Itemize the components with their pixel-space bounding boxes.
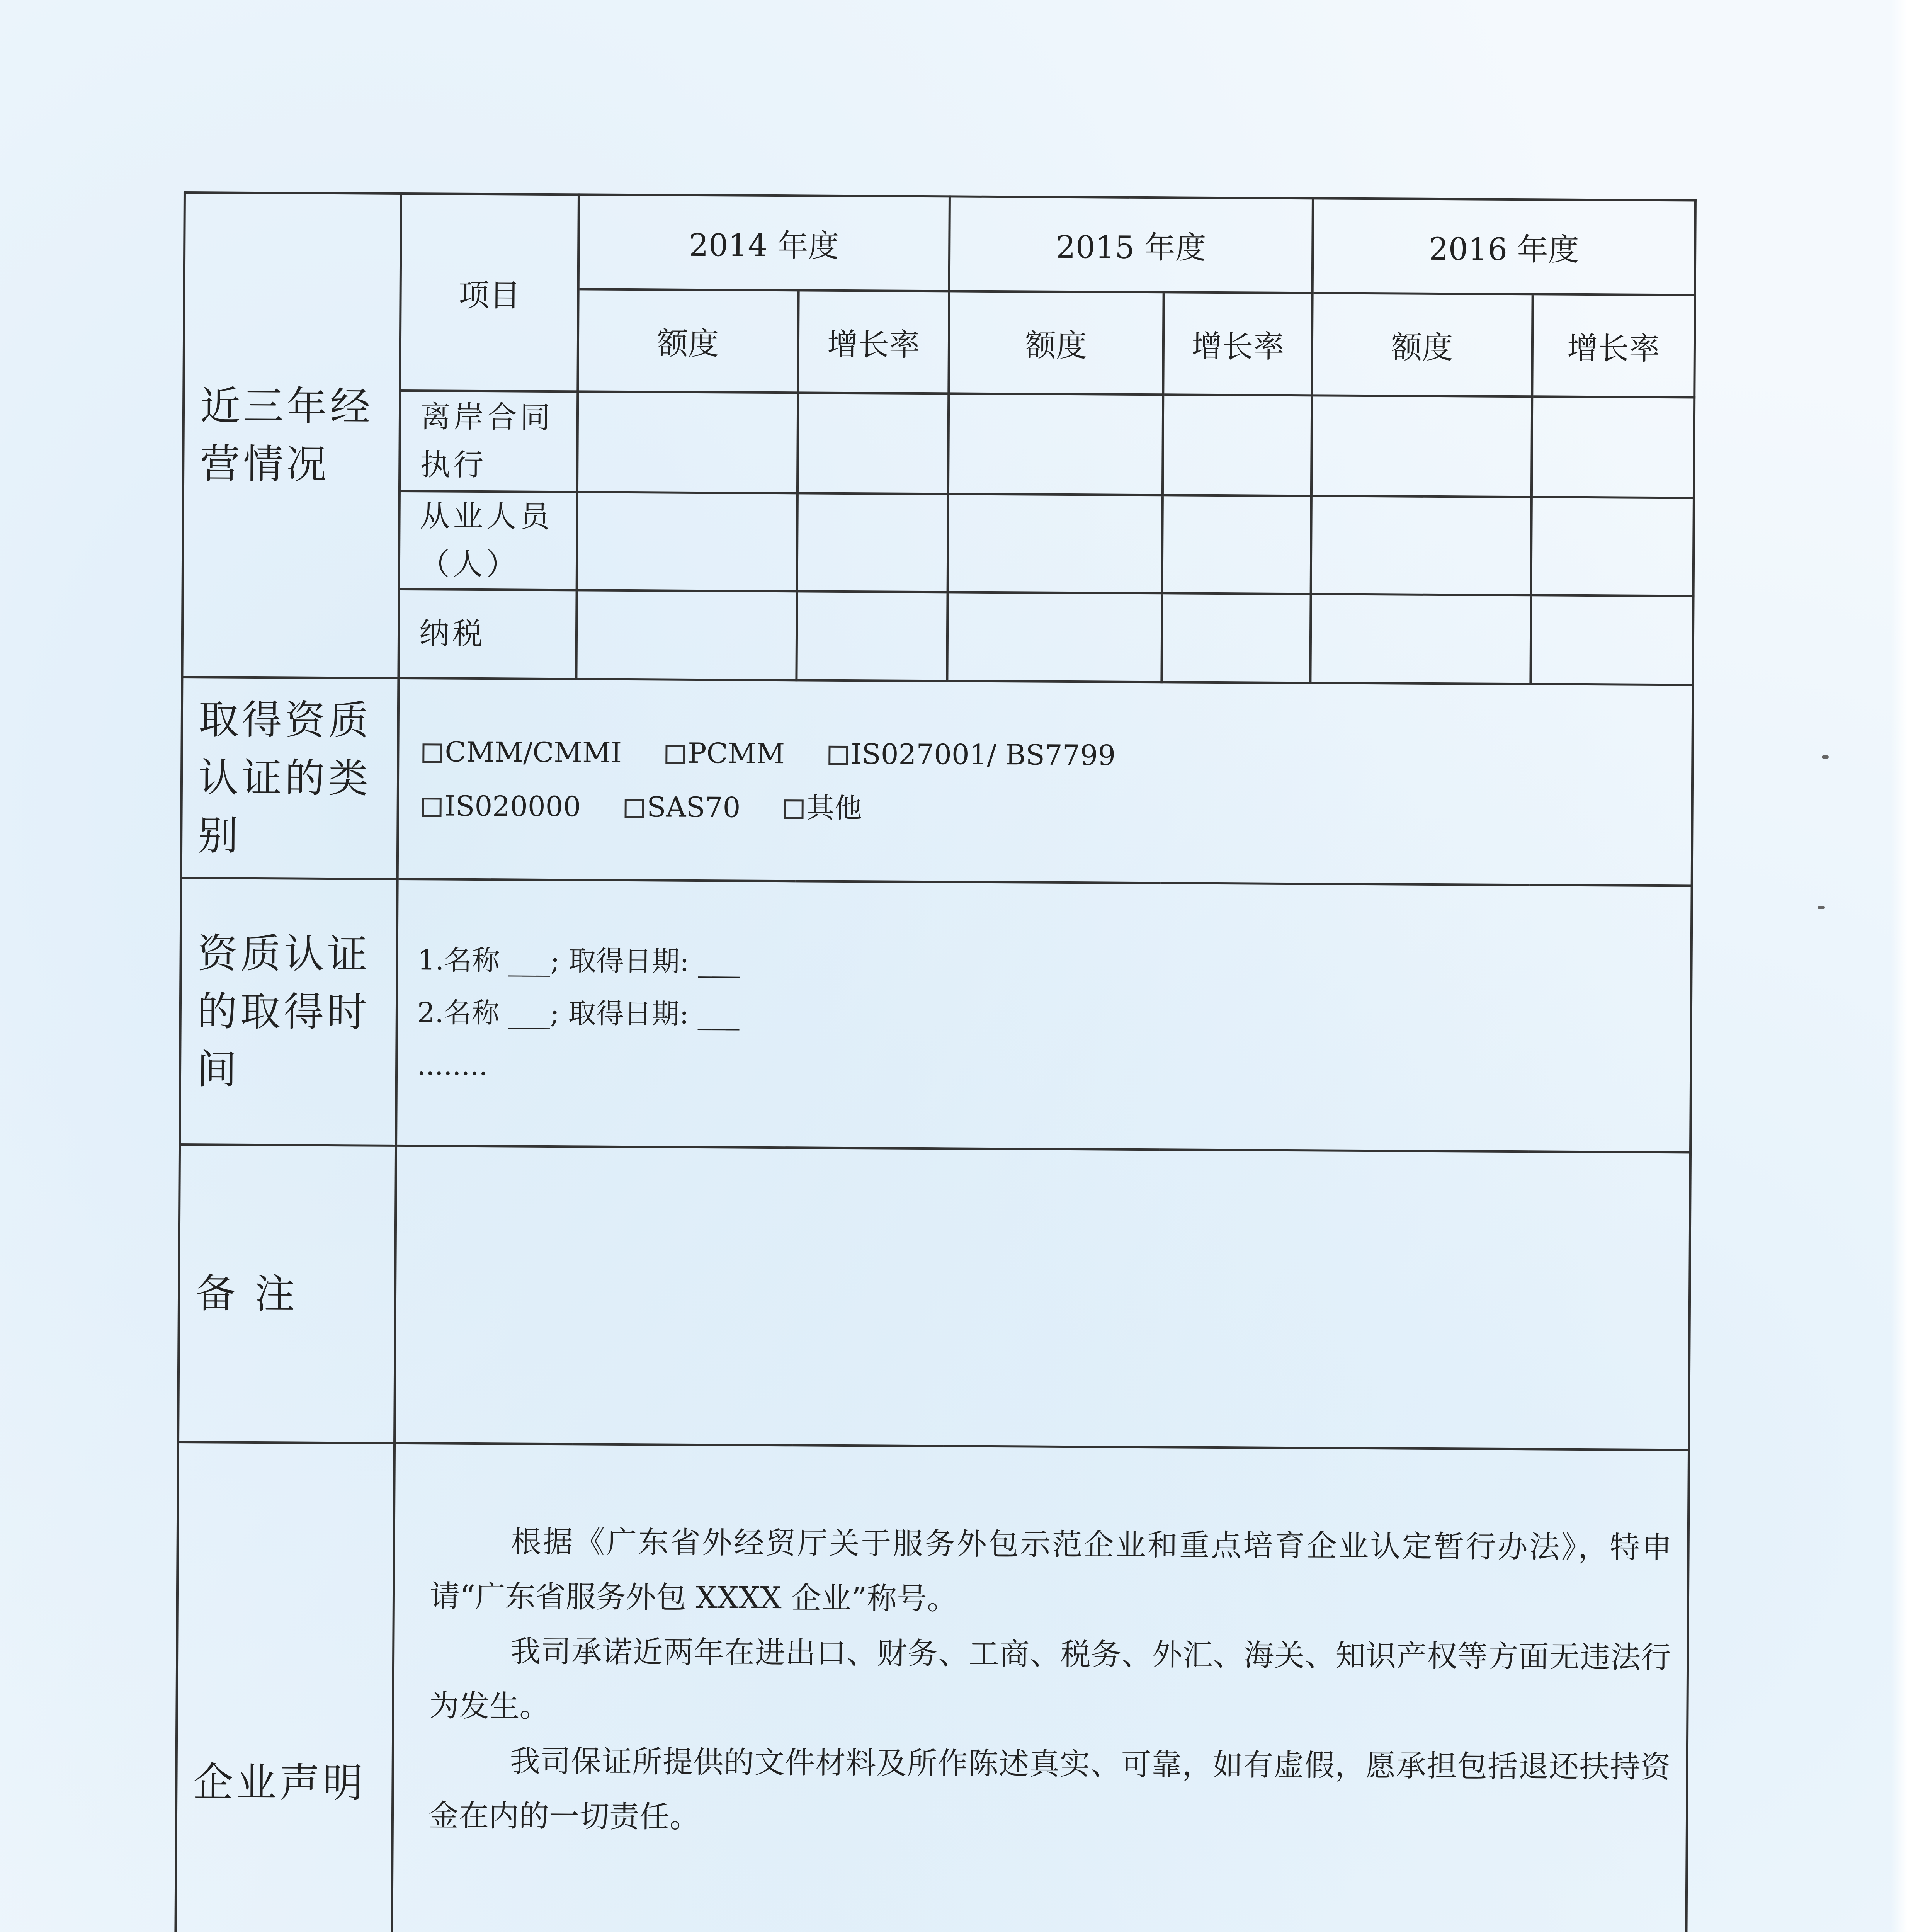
cell-offshore-2015-growth[interactable] [1163, 395, 1312, 496]
cell-tax-2015-amount[interactable] [947, 592, 1162, 682]
application-form-table [173, 191, 1697, 1932]
cell-employees-2015-growth[interactable] [1162, 495, 1311, 594]
checkbox-icon[interactable] [422, 798, 442, 817]
header-amount-2015: 额度 [949, 291, 1163, 395]
cell-tax-2014-growth[interactable] [796, 591, 947, 681]
header-growth-2015: 增长率 [1163, 292, 1312, 395]
cell-offshore-2016-growth[interactable] [1532, 396, 1694, 498]
cert-options-line-2 [422, 779, 1691, 839]
checkbox-icon[interactable] [624, 799, 644, 818]
header-amount-2014: 额度 [578, 289, 798, 393]
cert-option-pcmm[interactable]: PCMM [665, 726, 785, 781]
cert-time-content [396, 879, 1692, 1153]
cell-employees-2015-amount[interactable] [948, 494, 1163, 593]
declaration-para-1: 根据《广东省外经贸厅关于服务外包示范企业和重点培育企业认定暂行办法》，特申请“广东省服务外包 XXXX 企业”称号。 [429, 1524, 1672, 1617]
declaration-para-3: 我司保证所提供的文件材料及所作陈述真实、可靠，如有虚假，愿承担包括退还扶持资金在内的一切责任。 [428, 1744, 1671, 1835]
scan-dot [1822, 755, 1829, 759]
cell-employees-2014-growth[interactable] [797, 493, 948, 592]
checkbox-icon[interactable] [422, 743, 442, 763]
header-year-2015: 2015 年度 [949, 196, 1313, 293]
cell-tax-2014-amount[interactable] [576, 590, 797, 680]
section-label-cert-types: 取得资质认证的类别 [181, 677, 399, 879]
cell-tax-2016-amount[interactable] [1310, 594, 1531, 684]
cert-time-line-1[interactable]: 1.名称 ___; 取得日期: ___ [417, 944, 740, 978]
cell-offshore-2014-amount[interactable] [577, 391, 798, 493]
section-label-remarks: 备 注 [178, 1145, 396, 1443]
section-label-declaration: 企业声明 [175, 1442, 394, 1932]
cert-option-iso27001[interactable]: IS027001/ BS7799 [828, 727, 1116, 782]
cell-offshore-2014-growth[interactable] [797, 393, 949, 494]
remarks-content[interactable] [394, 1146, 1690, 1450]
cert-time-line-ellipsis: ........ [417, 1049, 488, 1082]
checkbox-icon[interactable] [828, 746, 848, 765]
cell-employees-2016-growth[interactable] [1531, 497, 1694, 596]
declaration-content [391, 1443, 1689, 1932]
cert-option-cmm[interactable]: CMM/CMMI [422, 724, 622, 780]
checkbox-icon[interactable] [784, 799, 803, 819]
cert-option-other[interactable]: 其他 [784, 781, 862, 835]
declaration-para-2: 我司承诺近两年在进出口、财务、工商、税务、外汇、海关、知识产权等方面无违法行为发生。 [429, 1634, 1671, 1725]
cert-option-sas70[interactable]: SAS70 [624, 780, 741, 835]
cert-options-line-1 [422, 724, 1692, 785]
checkbox-icon[interactable] [665, 745, 685, 764]
section-label-business: 近三年经营情况 [182, 192, 401, 678]
cell-tax-2015-growth[interactable] [1161, 593, 1311, 683]
cell-employees-2016-amount[interactable] [1311, 496, 1532, 595]
scan-dot [1818, 906, 1825, 909]
header-item: 项目 [400, 194, 579, 391]
row-label-offshore-contract: 离岸合同执行 [400, 391, 578, 492]
header-year-2014: 2014 年度 [578, 194, 950, 291]
section-label-cert-time: 资质认证的取得时间 [180, 878, 398, 1146]
cert-time-line-2[interactable]: 2.名称 ___; 取得日期: ___ [417, 996, 740, 1031]
page-edge [1891, 0, 1918, 1932]
header-year-2016: 2016 年度 [1313, 198, 1695, 295]
cell-employees-2014-amount[interactable] [577, 492, 797, 591]
row-label-employees: 从业人员（人） [399, 491, 577, 590]
row-label-tax: 纳税 [398, 589, 576, 679]
cell-offshore-2016-amount[interactable] [1311, 395, 1532, 497]
cell-offshore-2015-amount[interactable] [948, 393, 1163, 495]
header-amount-2016: 额度 [1312, 293, 1532, 396]
header-growth-2016: 增长率 [1532, 294, 1695, 397]
cert-option-iso20000[interactable]: IS020000 [422, 779, 581, 833]
cell-tax-2016-growth[interactable] [1530, 595, 1693, 685]
header-growth-2014: 增长率 [798, 290, 949, 393]
cert-types-options [398, 678, 1693, 886]
